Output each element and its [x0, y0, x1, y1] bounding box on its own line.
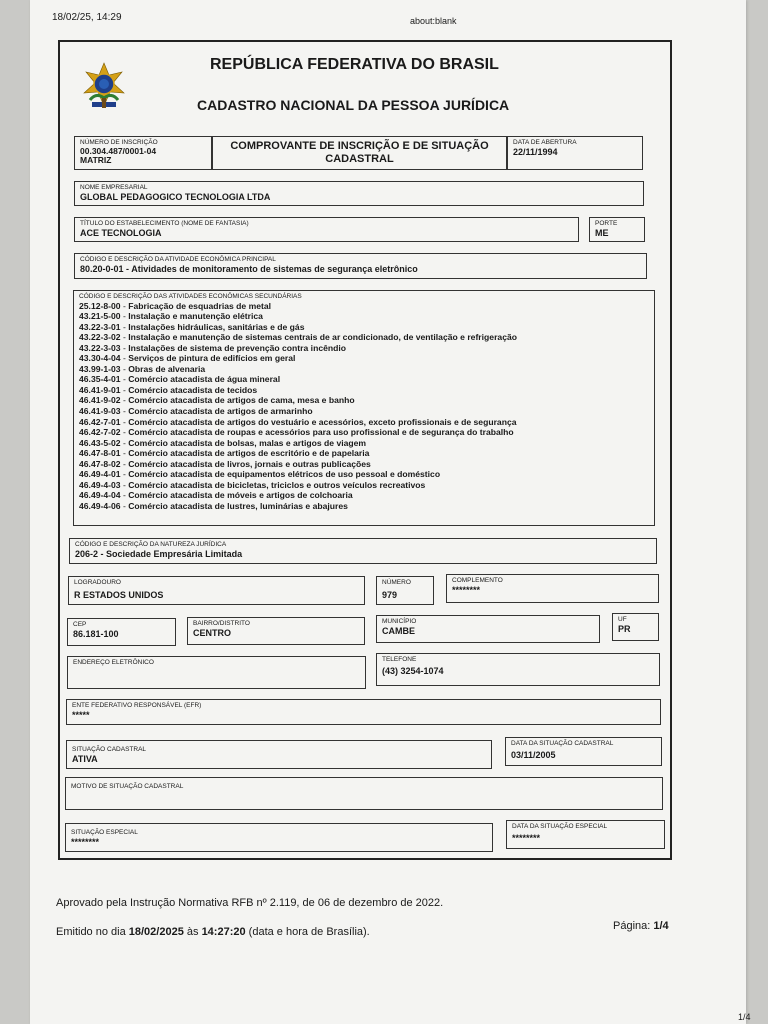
atividade-separator: - — [120, 374, 129, 385]
atividade-item — [79, 417, 649, 428]
natureza-juridica-value: 206-2 - Sociedade Empresária Limitada — [75, 548, 243, 559]
atividade-desc: Comércio atacadista de equipamentos elétricos de uso pessoal e doméstico — [128, 469, 441, 480]
efr-label: ENTE FEDERATIVO RESPONSÁVEL (EFR) — [72, 702, 202, 709]
atividade-item — [79, 438, 649, 449]
atividade-item — [79, 301, 649, 312]
atividade-desc: Comércio atacadista de água mineral — [128, 374, 281, 385]
situacao-label: SITUAÇÃO CADASTRAL — [72, 746, 147, 753]
motivo-box — [65, 777, 663, 810]
atividade-item — [79, 448, 649, 459]
page-corner-number: 1/4 — [738, 1012, 751, 1022]
atividade-separator: - — [120, 458, 129, 469]
atividade-code: 43.30-4-04 — [79, 353, 121, 364]
atividade-desc: Comércio atacadista de artigos de cama, mesa e banho — [128, 395, 355, 406]
logradouro-value: R ESTADOS UNIDOS — [74, 589, 164, 600]
atividade-desc: Instalações de sistema de prevenção contra incêndio — [128, 342, 347, 353]
atividade-separator: - — [120, 353, 129, 364]
atividade-desc: Fabricação de esquadrias de metal — [128, 300, 272, 311]
atividade-separator: - — [120, 479, 129, 490]
motivo-label: MOTIVO DE SITUAÇÃO CADASTRAL — [71, 783, 184, 790]
cep-box — [67, 618, 176, 646]
emitido-time: 14:27:20 — [201, 926, 246, 938]
atividade-desc: Comércio atacadista de artigos de escritório e de papelaria — [128, 448, 370, 459]
atividade-principal-value: 80.20-0-01 - Atividades de monitoramento de sistemas de segurança eletrônico — [80, 263, 418, 274]
footer-aprovado: Aprovado pela Instrução Normativa RFB nº 2.119, de 06 de dezembro de 2022. — [56, 897, 444, 909]
efr-box — [66, 699, 661, 725]
atividade-separator: - — [120, 395, 129, 406]
atividade-item — [79, 311, 649, 322]
atividade-desc: Comércio atacadista de livros, jornais e outras publicações — [128, 458, 371, 469]
atividade-desc: Comércio atacadista de lustres, luminárias e abajures — [128, 500, 348, 511]
pagina-label: Página: — [613, 920, 654, 932]
atividade-separator: - — [120, 332, 129, 343]
atividade-desc: Obras de alvenaria — [128, 363, 206, 374]
telefone-label: TELEFONE — [382, 656, 417, 663]
atividade-item — [79, 501, 649, 512]
atividade-item — [79, 353, 649, 364]
situacao-value: ATIVA — [72, 753, 98, 764]
atividade-item — [79, 459, 649, 470]
bairro-value: CENTRO — [193, 627, 231, 638]
emitido-suffix: (data e hora de Brasília). — [245, 926, 370, 938]
atividade-separator: - — [120, 300, 129, 311]
footer-emitido — [56, 926, 370, 938]
uf-value: PR — [618, 623, 631, 634]
atividade-code: 25.12-8-00 — [79, 300, 121, 311]
porte-box — [589, 217, 645, 242]
fantasia-value: ACE TECNOLOGIA — [80, 227, 162, 238]
situacao-especial-box — [65, 823, 493, 852]
cep-label: CEP — [73, 621, 87, 628]
atividade-item — [79, 385, 649, 396]
complemento-box — [446, 574, 659, 603]
atividade-desc: Comércio atacadista de bicicletas, triciclos e outros veículos recreativos — [128, 479, 426, 490]
atividade-desc: Comércio atacadista de bolsas, malas e artigos de viagem — [128, 437, 367, 448]
abertura-value: 22/11/1994 — [513, 146, 558, 157]
footer-pagina — [613, 920, 669, 932]
data-situacao-value: 03/11/2005 — [511, 749, 556, 760]
print-datetime: 18/02/25, 14:29 — [52, 12, 122, 23]
atividade-code: 43.99-1-03 — [79, 363, 121, 374]
numero-box — [376, 576, 434, 605]
page-subtitle: CADASTRO NACIONAL DA PESSOA JURÍDICA — [197, 97, 510, 113]
email-box — [67, 656, 366, 689]
atividade-separator: - — [120, 469, 129, 480]
inscricao-box — [74, 136, 212, 170]
complemento-label: COMPLEMENTO — [452, 577, 503, 584]
atividade-desc: Instalação e manutenção de sistemas centrais de ar condicionado, de ventilação e refrigeração — [128, 332, 517, 343]
atividade-code: 46.43-5-02 — [79, 437, 121, 448]
situacao-especial-value: ******** — [71, 836, 100, 847]
abertura-box — [507, 136, 643, 170]
comprovante-title: COMPROVANTE DE INSCRIÇÃO E DE SITUAÇÃO CADASTRAL — [212, 136, 507, 170]
efr-value: ***** — [72, 709, 90, 720]
atividades-secundarias-label: CÓDIGO E DESCRIÇÃO DAS ATIVIDADES ECONÔMICAS SECUNDÁRIAS — [79, 293, 302, 300]
atividade-item — [79, 395, 649, 406]
cep-value: 86.181-100 — [73, 628, 119, 639]
atividade-separator: - — [120, 490, 129, 501]
atividade-item — [79, 374, 649, 385]
data-situacao-box — [505, 737, 662, 766]
atividades-list — [79, 301, 649, 512]
logradouro-box — [68, 576, 365, 605]
atividade-item — [79, 469, 649, 480]
atividade-desc: Instalação e manutenção elétrica — [128, 311, 263, 322]
data-situacao-especial-box — [506, 820, 665, 849]
atividade-item — [79, 343, 649, 354]
atividade-code: 46.49-4-03 — [79, 479, 121, 490]
coat-of-arms-icon — [82, 62, 126, 110]
atividade-desc: Comércio atacadista de tecidos — [128, 384, 258, 395]
emitido-date: 18/02/2025 — [128, 926, 184, 938]
atividade-item — [79, 406, 649, 417]
atividade-code: 46.41-9-03 — [79, 405, 121, 416]
municipio-box — [376, 615, 600, 643]
atividade-separator: - — [120, 448, 129, 459]
atividade-separator: - — [120, 384, 129, 395]
atividade-item — [79, 490, 649, 501]
atividade-item — [79, 364, 649, 375]
data-situacao-especial-label: DATA DA SITUAÇÃO ESPECIAL — [512, 823, 608, 830]
numero-label: NÚMERO — [382, 579, 411, 586]
atividade-desc: Comércio atacadista de artigos de armarinho — [128, 405, 313, 416]
atividade-code: 43.22-3-01 — [79, 321, 121, 332]
page-title: REPÚBLICA FEDERATIVA DO BRASIL — [210, 56, 499, 73]
porte-value: ME — [595, 227, 609, 238]
emitido-mid: às — [183, 926, 202, 938]
municipio-label: MUNICÍPIO — [382, 618, 417, 625]
atividade-code: 46.42-7-02 — [79, 427, 121, 438]
emitido-prefix: Emitido no dia — [56, 926, 129, 938]
abertura-label: DATA DE ABERTURA — [513, 139, 577, 146]
atividade-desc: Comércio atacadista de móveis e artigos de colchoaria — [128, 490, 353, 501]
inscricao-label: NÚMERO DE INSCRIÇÃO — [80, 139, 158, 146]
atividade-code: 43.22-3-03 — [79, 342, 121, 353]
atividade-code: 46.41-9-02 — [79, 395, 121, 406]
uf-box — [612, 613, 659, 641]
municipio-value: CAMBE — [382, 625, 415, 636]
atividade-principal-label: CÓDIGO E DESCRIÇÃO DA ATIVIDADE ECONÔMICA PRINCIPAL — [80, 256, 276, 263]
atividade-desc: Comércio atacadista de roupas e acessórios para uso profissional e de segurança do trabalho — [128, 427, 514, 438]
atividade-separator: - — [120, 405, 129, 416]
atividade-separator: - — [120, 311, 129, 322]
pagina-value: 1/4 — [653, 920, 669, 932]
atividade-code: 46.41-9-01 — [79, 384, 121, 395]
logradouro-label: LOGRADOURO — [74, 579, 121, 586]
email-label: ENDEREÇO ELETRÔNICO — [73, 659, 154, 666]
print-url: about:blank — [410, 16, 457, 26]
atividades-secundarias-box — [73, 290, 655, 526]
situacao-box — [66, 740, 492, 769]
nome-empresarial-value: GLOBAL PEDAGOGICO TECNOLOGIA LTDA — [80, 191, 271, 202]
fantasia-box — [74, 217, 579, 242]
uf-label: UF — [618, 616, 627, 623]
atividade-code: 46.49-4-06 — [79, 500, 121, 511]
telefone-value: (43) 3254-1074 — [382, 665, 444, 676]
natureza-juridica-box — [69, 538, 657, 564]
atividade-principal-box — [74, 253, 647, 279]
inscricao-type: MATRIZ — [80, 154, 112, 165]
fantasia-label: TÍTULO DO ESTABELECIMENTO (NOME DE FANTASIA) — [80, 220, 249, 227]
atividade-code: 43.21-5-00 — [79, 311, 121, 322]
atividade-item — [79, 332, 649, 343]
atividade-separator: - — [120, 427, 129, 438]
atividade-separator: - — [120, 437, 129, 448]
porte-label: PORTE — [595, 220, 618, 227]
bairro-label: BAIRRO/DISTRITO — [193, 620, 250, 627]
natureza-juridica-label: CÓDIGO E DESCRIÇÃO DA NATUREZA JURÍDICA — [75, 541, 227, 548]
atividade-separator: - — [120, 363, 129, 374]
atividade-separator: - — [120, 321, 129, 332]
atividade-separator: - — [120, 342, 129, 353]
telefone-box — [376, 653, 660, 686]
atividade-item — [79, 480, 649, 491]
complemento-value: ******** — [452, 584, 481, 595]
data-situacao-especial-value: ******** — [512, 832, 541, 843]
atividade-desc: Comércio atacadista de artigos do vestuário e acessórios, exceto profissionais e de segurança — [128, 416, 517, 427]
bairro-box — [187, 617, 365, 645]
atividade-code: 46.49-4-04 — [79, 490, 121, 501]
atividade-code: 46.47-8-01 — [79, 448, 121, 459]
atividade-item — [79, 322, 649, 333]
data-situacao-label: DATA DA SITUAÇÃO CADASTRAL — [511, 740, 614, 747]
atividade-separator: - — [120, 416, 129, 427]
nome-empresarial-label: NOME EMPRESARIAL — [80, 184, 148, 191]
atividade-code: 46.42-7-01 — [79, 416, 121, 427]
atividade-code: 46.49-4-01 — [79, 469, 121, 480]
atividade-code: 46.47-8-02 — [79, 458, 121, 469]
atividade-desc: Instalações hidráulicas, sanitárias e de gás — [128, 321, 305, 332]
atividade-separator: - — [120, 500, 129, 511]
atividade-desc: Serviços de pintura de edifícios em geral — [128, 353, 296, 364]
inscricao-value: 00.304.487/0001-04 — [80, 145, 157, 156]
atividade-item — [79, 427, 649, 438]
numero-value: 979 — [382, 589, 398, 600]
atividade-code: 43.22-3-02 — [79, 332, 121, 343]
nome-empresarial-box — [74, 181, 644, 206]
atividade-code: 46.35-4-01 — [79, 374, 121, 385]
situacao-especial-label: SITUAÇÃO ESPECIAL — [71, 829, 138, 836]
